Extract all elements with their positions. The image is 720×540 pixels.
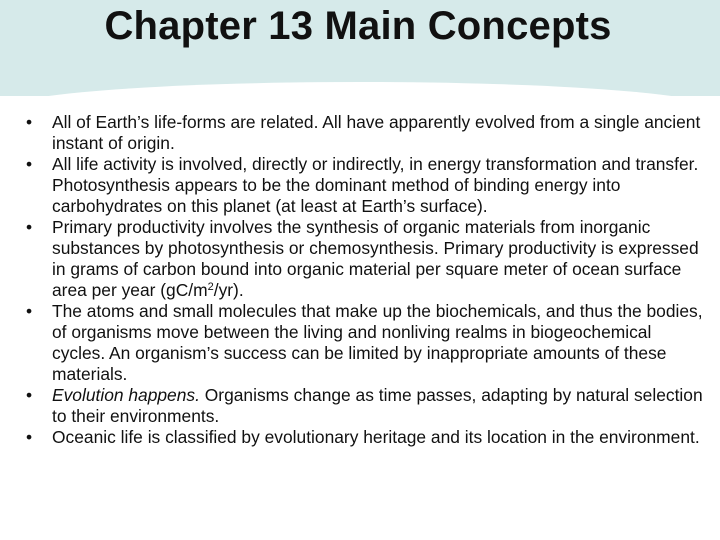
bullet-text: The atoms and small molecules that make up the biochemicals, and thus the bodies, of organisms move between the living and nonliving realms in biogeochemical cycles. An organism’s success can be limited by inappropriate amounts of these materials. — [52, 301, 703, 384]
list-item — [26, 154, 706, 217]
bullet-icon: • — [26, 301, 33, 321]
bullet-emphasis: Evolution happens. — [52, 385, 200, 405]
concept-list — [26, 112, 706, 448]
bullet-icon: • — [26, 112, 33, 132]
bullet-icon: • — [26, 385, 33, 405]
superscript: 2 — [207, 281, 214, 293]
bullet-icon: • — [26, 154, 33, 174]
bullet-text: Primary productivity involves the synthesis of organic materials from inorganic substances by photosynthesis or chemosynthesis. Primary productivity is expressed in grams of carbon bound into organic material per square meter of ocean surface area per year (gC/m — [52, 217, 699, 300]
list-item — [26, 385, 706, 427]
bullet-text: Oceanic life is classified by evolutionary heritage and its location in the environment. — [52, 427, 700, 447]
list-item — [26, 112, 706, 154]
bullet-text: Organisms change as time passes, adapting by natural selection to their environments. — [52, 385, 703, 426]
list-item — [26, 301, 706, 385]
bullet-text-tail: /yr). — [213, 280, 244, 300]
list-item — [26, 427, 706, 448]
bullet-icon: • — [26, 217, 33, 237]
slide-title: Chapter 13 Main Concepts — [104, 4, 612, 48]
bullet-text: All of Earth’s life-forms are related. All have apparently evolved from a single ancient instant of origin. — [52, 112, 701, 153]
bullet-icon: • — [26, 427, 33, 447]
list-item — [26, 217, 706, 301]
bullet-text: All life activity is involved, directly or indirectly, in energy transformation and transfer. Photosynthesis appears to be the dominant method of binding energy into carbohydrates on this planet (at least at Earth’s surface). — [52, 154, 699, 216]
